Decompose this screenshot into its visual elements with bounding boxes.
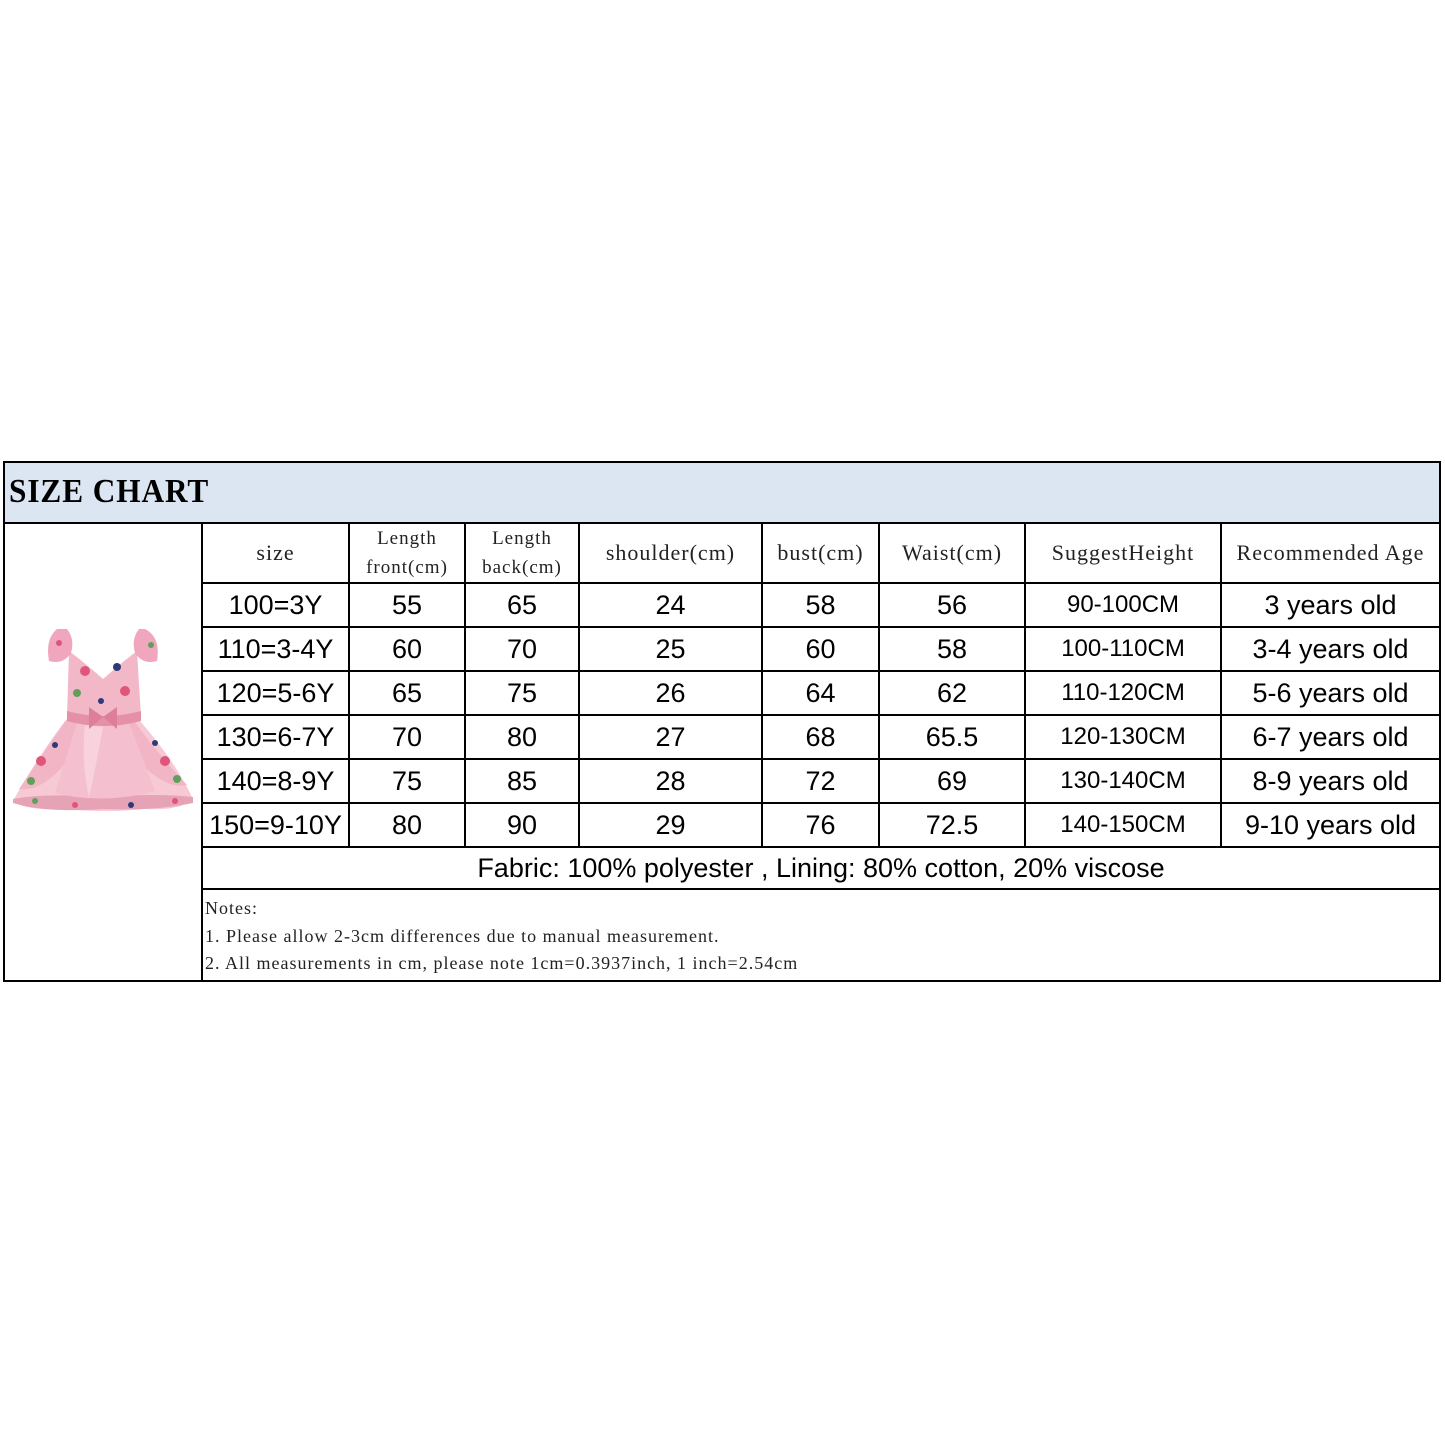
fabric-info: Fabric: 100% polyester , Lining: 80% cotton, 20% viscose [203,847,1439,889]
cell-shoulder: 28 [579,759,762,803]
cell-shoulder: 25 [579,627,762,671]
cell-recommended-age: 6-7 years old [1221,715,1439,759]
cell-length-back: 75 [465,671,579,715]
product-photo-cell [5,524,203,980]
cell-waist: 65.5 [879,715,1025,759]
cell-bust: 64 [762,671,879,715]
cell-suggest-height: 100-110CM [1025,627,1221,671]
notes-row [203,889,1439,981]
header-length-back: Length back(cm) [465,524,579,583]
pink-floral-dress-icon [5,621,201,819]
cell-suggest-height: 130-140CM [1025,759,1221,803]
cell-length-front: 60 [349,627,465,671]
table-row [203,803,1439,847]
cell-bust: 60 [762,627,879,671]
cell-bust: 76 [762,803,879,847]
header-size: size [203,524,349,583]
cell-waist: 56 [879,583,1025,627]
fabric-row [203,847,1439,889]
notes-heading: Notes: [205,898,258,918]
cell-recommended-age: 5-6 years old [1221,671,1439,715]
cell-length-front: 70 [349,715,465,759]
chart-title: SIZE CHART [9,473,210,510]
cell-size: 150=9-10Y [203,803,349,847]
cell-length-back: 90 [465,803,579,847]
cell-size: 120=5-6Y [203,671,349,715]
cell-suggest-height: 140-150CM [1025,803,1221,847]
title-bar [5,463,1439,524]
cell-suggest-height: 110-120CM [1025,671,1221,715]
cell-length-front: 80 [349,803,465,847]
table-header-row [203,524,1439,583]
header-suggest-height: SuggestHeight [1025,524,1221,583]
header-waist: Waist(cm) [879,524,1025,583]
cell-length-front: 75 [349,759,465,803]
cell-length-back: 85 [465,759,579,803]
cell-bust: 72 [762,759,879,803]
header-shoulder: shoulder(cm) [579,524,762,583]
cell-shoulder: 24 [579,583,762,627]
cell-shoulder: 27 [579,715,762,759]
cell-shoulder: 29 [579,803,762,847]
cell-length-front: 65 [349,671,465,715]
cell-waist: 69 [879,759,1025,803]
cell-waist: 62 [879,671,1025,715]
table-row [203,759,1439,803]
cell-recommended-age: 3 years old [1221,583,1439,627]
header-length-front: Length front(cm) [349,524,465,583]
note-line-1: 1. Please allow 2-3cm differences due to manual measurement. [205,925,720,946]
cell-length-back: 70 [465,627,579,671]
cell-size: 140=8-9Y [203,759,349,803]
size-table [203,524,1439,981]
table-row [203,583,1439,627]
size-table-region [203,524,1439,980]
header-bust: bust(cm) [762,524,879,583]
cell-waist: 58 [879,627,1025,671]
cell-recommended-age: 9-10 years old [1221,803,1439,847]
cell-shoulder: 26 [579,671,762,715]
cell-size: 130=6-7Y [203,715,349,759]
cell-size: 110=3-4Y [203,627,349,671]
size-chart [3,461,1441,982]
cell-recommended-age: 8-9 years old [1221,759,1439,803]
notes-cell [203,889,1439,981]
cell-recommended-age: 3-4 years old [1221,627,1439,671]
table-row [203,627,1439,671]
note-line-2: 2. All measurements in cm, please note 1cm=0.3937inch, 1 inch=2.54cm [205,953,799,973]
cell-size: 100=3Y [203,583,349,627]
cell-suggest-height: 120-130CM [1025,715,1221,759]
table-row [203,715,1439,759]
cell-length-back: 65 [465,583,579,627]
table-row [203,671,1439,715]
cell-bust: 68 [762,715,879,759]
cell-bust: 58 [762,583,879,627]
header-recommended-age: Recommended Age [1221,524,1439,583]
cell-length-back: 80 [465,715,579,759]
cell-length-front: 55 [349,583,465,627]
cell-waist: 72.5 [879,803,1025,847]
cell-suggest-height: 90-100CM [1025,583,1221,627]
